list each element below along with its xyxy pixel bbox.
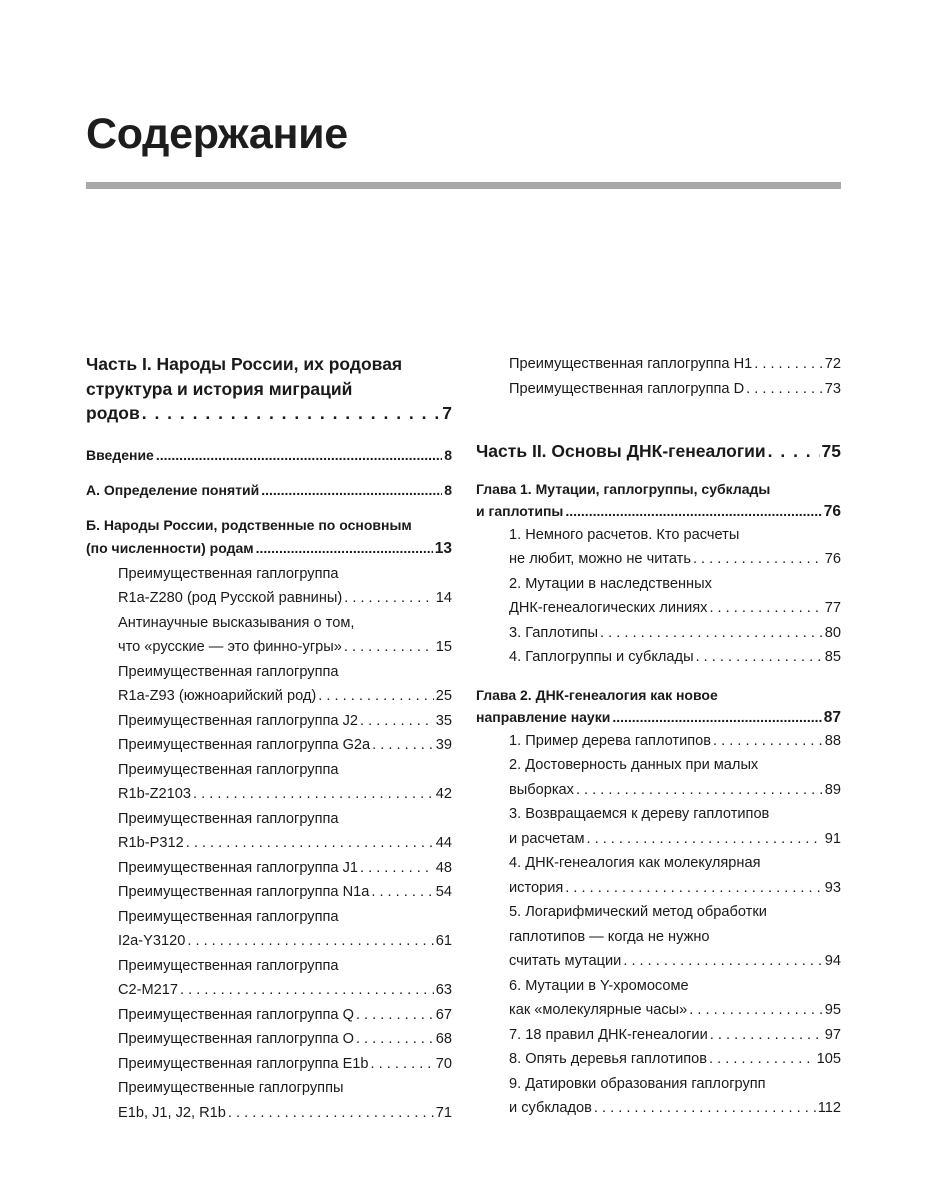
toc-entry-line: гаплотипов — когда не нужно (509, 928, 710, 945)
toc-entry-line: 2. Мутации в наследственных (509, 575, 712, 592)
leader-dots (709, 596, 822, 621)
toc-entry-label: история (509, 879, 564, 896)
toc-left-column (86, 352, 452, 1125)
toc-entry-label: как «молекулярные часы» (509, 1002, 688, 1018)
toc-entry[interactable] (476, 1047, 841, 1072)
toc-entry-line: Антинаучные высказывания о том, (118, 614, 355, 631)
toc-entry[interactable] (476, 1023, 841, 1048)
toc-entry[interactable] (86, 856, 452, 881)
toc-right-column (476, 352, 841, 1121)
toc-entry-label: Преимущественная гаплогруппа Q (118, 1006, 354, 1023)
toc-part-1-last: родов (86, 403, 140, 423)
toc-page-number: 7 (442, 403, 452, 423)
chapter-title-line: ДНК-генеалогия как новое (535, 686, 718, 703)
toc-chapter-2[interactable] (476, 684, 841, 729)
toc-page-number: 77 (824, 600, 841, 616)
toc-entry-label: 3. Гаплотипы (509, 624, 599, 641)
leader-dots (710, 1023, 823, 1048)
leader-dots (372, 733, 434, 758)
leader-dots (193, 782, 434, 807)
toc-page-number: 73 (824, 380, 841, 397)
toc-page-number: 63 (435, 982, 452, 998)
toc-page-number: 97 (824, 1026, 841, 1043)
toc-page-number: 67 (435, 1006, 452, 1023)
toc-page-number: 76 (824, 551, 841, 567)
toc-entry[interactable] (476, 377, 841, 402)
leader-dots (600, 621, 823, 646)
toc-entry[interactable] (86, 611, 452, 660)
toc-entry-line: Преимущественная гаплогруппа (118, 957, 339, 974)
toc-section-b-line: Б. Народы России, родственные по основным (86, 516, 412, 533)
toc-entry-line: 2. Достоверность данных при малых (509, 757, 759, 773)
leader-dots (576, 778, 823, 803)
leader-dots (693, 547, 823, 572)
leader-dots (371, 880, 433, 905)
toc-section-a-label: А. Определение понятий (86, 481, 260, 498)
toc-page-number: 8 (444, 446, 452, 463)
leader-dots (356, 1003, 434, 1028)
toc-page-number: 71 (435, 1104, 452, 1121)
toc-entry-label: 7. 18 правил ДНК-генеалогии (509, 1026, 708, 1043)
leader-dots (356, 1027, 434, 1052)
toc-entry-label: считать мутации (509, 953, 622, 969)
toc-page-number: 35 (435, 712, 452, 729)
chapter-title-last: направление науки (476, 708, 611, 725)
title-rule (86, 182, 841, 189)
toc-entry-line: Преимущественная гаплогруппа (118, 761, 339, 778)
toc-page-number: 76 (823, 502, 841, 520)
toc-entry[interactable] (476, 729, 841, 754)
page-title: Содержание (86, 110, 348, 158)
leader-dots (180, 978, 434, 1003)
leader-dots (360, 709, 434, 734)
toc-page-number: 61 (435, 933, 452, 949)
toc-entry-line: 5. Логарифмический метод обработки (509, 904, 767, 920)
toc-entry-line: 4. ДНК-генеалогия как молекулярная (509, 855, 761, 871)
toc-entry[interactable] (476, 974, 841, 1023)
toc-entry[interactable] (86, 1076, 452, 1125)
toc-entry[interactable] (476, 523, 841, 572)
leader-dots (586, 827, 822, 852)
toc-entry-label: Преимущественная гаплогруппа D (509, 380, 745, 397)
toc-entry-label: Преимущественная гаплогруппа J1 (118, 859, 358, 876)
toc-page-number: 25 (435, 688, 452, 704)
leader-dots (261, 479, 442, 501)
toc-page-number: 72 (824, 356, 841, 372)
toc-part-1-line: Часть I. Народы России, их родовая (86, 354, 403, 374)
toc-entry[interactable] (86, 1003, 452, 1028)
leader-dots (754, 352, 823, 377)
toc-page-number: 87 (823, 708, 841, 726)
toc-entry-label: и субкладов (509, 1100, 592, 1116)
leader-dots (344, 635, 434, 660)
toc-entry[interactable] (86, 758, 452, 807)
leader-dots (156, 444, 442, 466)
toc-entry-label: Преимущественная гаплогруппа H1 (509, 356, 753, 372)
leader-dots (565, 500, 821, 522)
toc-entry-label: C2-M217 (118, 982, 179, 998)
toc-page-number: 39 (435, 737, 452, 753)
toc-entry[interactable] (476, 753, 841, 802)
toc-entry-label: выборках (509, 781, 574, 798)
toc-part-2[interactable] (476, 439, 841, 464)
toc-entry[interactable] (86, 1027, 452, 1052)
toc-entry[interactable] (476, 621, 841, 646)
chapter-title-line: Мутации, гаплогруппы, субклады (535, 480, 771, 497)
toc-entry-label: R1a-Z280 (род Русской равнины) (118, 590, 343, 606)
leader-dots (709, 1047, 815, 1072)
leader-dots (713, 729, 823, 754)
toc-entry-label: R1a-Z93 (южноарийский род) (118, 688, 317, 704)
toc-entry-line: 1. Немного расчетов. Кто расчеты (509, 526, 740, 543)
toc-page-number: 14 (435, 590, 452, 606)
toc-entry-label: R1b-Z2103 (118, 786, 192, 802)
toc-entry[interactable] (476, 851, 841, 900)
toc-section-b[interactable] (86, 514, 452, 560)
toc-page-number: 13 (434, 539, 452, 557)
toc-page-number: 48 (435, 859, 452, 876)
leader-dots (371, 1052, 434, 1077)
toc-entry-label: 4. Гаплогруппы и субклады (509, 649, 694, 665)
toc-intro-label: Введение (86, 446, 154, 463)
toc-entry-label: I2a-Y3120 (118, 933, 186, 949)
toc-entry[interactable] (86, 733, 452, 758)
toc-part-1-last-row (86, 401, 452, 426)
toc-section-b-row (86, 537, 452, 560)
toc-page-number: 15 (435, 639, 452, 655)
toc-entry[interactable] (86, 807, 452, 856)
toc-entry[interactable] (86, 562, 452, 611)
leader-dots (318, 684, 433, 709)
leader-dots (186, 831, 434, 856)
toc-entry[interactable] (86, 660, 452, 709)
leader-dots (612, 706, 821, 728)
toc-entry-label: 1. Пример дерева гаплотипов (509, 732, 712, 749)
toc-entry-label: не любит, можно не читать (509, 551, 691, 567)
toc-entry-label: E1b, J1, J2, R1b (118, 1104, 226, 1121)
toc-entry-line: 3. Возвращаемся к дереву гаплотипов (509, 806, 770, 822)
toc-entry-line: Преимущественная гаплогруппа (118, 565, 339, 582)
chapter-title-last: и гаплотипы (476, 502, 564, 519)
toc-page-number: 112 (817, 1100, 841, 1116)
toc-page-number: 91 (824, 830, 841, 847)
toc-page-number: 88 (824, 732, 841, 749)
leader-dots (689, 998, 823, 1023)
leader-dots (565, 876, 823, 901)
toc-page-number: 70 (435, 1055, 452, 1072)
toc-entry-line: 9. Датировки образования гаплогрупп (509, 1075, 766, 1092)
toc-entry[interactable] (476, 645, 841, 670)
toc-entry[interactable] (476, 572, 841, 621)
toc-page-number: 44 (435, 835, 452, 851)
toc-page-number: 8 (444, 481, 452, 498)
toc-part-1-line: структура и история миграций (86, 378, 353, 399)
toc-entry-line: 6. Мутации в Y-хромосоме (509, 977, 689, 994)
toc-entry[interactable] (86, 880, 452, 905)
toc-entry-label: Преимущественная гаплогруппа G2a (118, 737, 371, 753)
toc-page-number: 75 (821, 441, 841, 461)
toc-entry-label: и расчетам (509, 830, 585, 847)
toc-entry[interactable] (476, 1072, 841, 1121)
toc-intro[interactable] (86, 442, 452, 466)
leader-dots (594, 1096, 816, 1121)
toc-chapter-1[interactable] (476, 478, 841, 523)
toc-entry[interactable] (476, 900, 841, 974)
leader-dots (768, 439, 820, 464)
toc-entry[interactable] (86, 954, 452, 1003)
toc-page-number: 80 (824, 624, 841, 641)
toc-page-number: 54 (435, 884, 452, 900)
leader-dots (256, 537, 433, 560)
leader-dots (187, 929, 433, 954)
toc-part-2-label: Часть II. Основы ДНК-генеалогии (476, 441, 766, 461)
leader-dots (344, 586, 434, 611)
toc-entry-line: Преимущественная гаплогруппа (118, 908, 339, 925)
leader-dots (696, 645, 823, 670)
toc-page-number: 95 (824, 1002, 841, 1018)
leader-dots (360, 856, 434, 881)
toc-entry[interactable] (86, 709, 452, 734)
toc-section-b-label: (по численности) родам (86, 539, 254, 556)
toc-page-number: 42 (435, 786, 452, 802)
toc-page-number: 105 (816, 1051, 841, 1067)
leader-dots (142, 401, 441, 426)
toc-entry[interactable] (476, 352, 841, 377)
toc-entry-label: 8. Опять деревья гаплотипов (509, 1051, 708, 1067)
toc-page-number: 89 (824, 781, 841, 798)
toc-entry-label: R1b-P312 (118, 835, 184, 851)
toc-section-a[interactable] (86, 479, 452, 501)
chapter-head: Глава 2. (476, 686, 532, 703)
toc-page-number: 94 (824, 953, 841, 969)
toc-entry-line: Преимущественные гаплогруппы (118, 1080, 344, 1096)
toc-entry[interactable] (86, 905, 452, 954)
toc-entry-label: что «русские — это финно-угры» (118, 639, 342, 655)
toc-entry-label: Преимущественная гаплогруппа E1b (118, 1055, 369, 1072)
leader-dots (623, 949, 822, 974)
toc-entry[interactable] (86, 1052, 452, 1077)
leader-dots (228, 1101, 434, 1126)
toc-part-1[interactable] (86, 352, 452, 426)
toc-entry-line: Преимущественная гаплогруппа (118, 810, 339, 827)
toc-page-number: 68 (435, 1031, 452, 1047)
toc-entry[interactable] (476, 802, 841, 851)
toc-page-number: 93 (824, 879, 841, 896)
toc-entry-label: ДНК-генеалогических линиях (509, 600, 708, 616)
toc-entry-label: Преимущественная гаплогруппа J2 (118, 712, 358, 729)
toc-entry-label: Преимущественная гаплогруппа O (118, 1031, 354, 1047)
chapter-head: Глава 1. (476, 480, 532, 497)
leader-dots (746, 377, 823, 402)
toc-entry-line: Преимущественная гаплогруппа (118, 663, 339, 680)
toc-entry-label: Преимущественная гаплогруппа N1a (118, 884, 370, 900)
toc-page-number: 85 (824, 649, 841, 665)
